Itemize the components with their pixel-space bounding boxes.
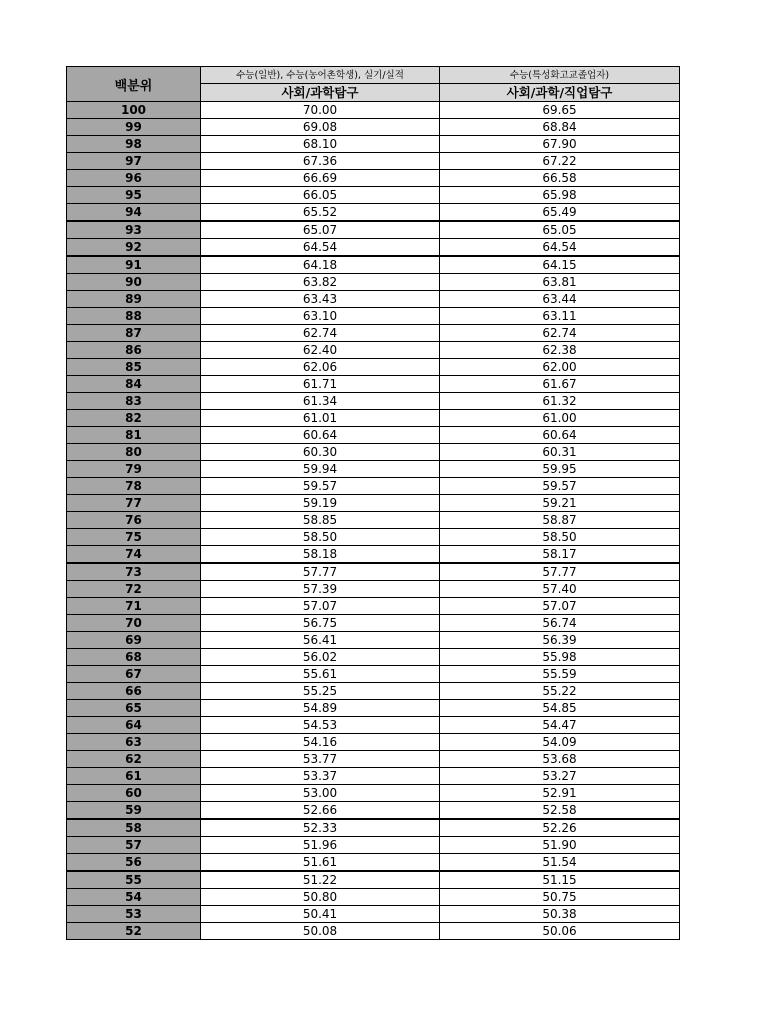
score-cell-group-b: 54.85 [440,700,680,717]
score-cell-group-a: 62.06 [201,359,440,376]
percentile-cell: 81 [67,427,201,444]
percentile-cell: 55 [67,871,201,889]
table-row [67,923,680,940]
percentile-cell: 93 [67,221,201,239]
score-cell-group-b: 57.40 [440,581,680,598]
percentile-cell: 84 [67,376,201,393]
score-cell-group-b: 52.91 [440,785,680,802]
score-cell-group-a: 63.10 [201,308,440,325]
percentile-cell: 61 [67,768,201,785]
percentile-cell: 57 [67,837,201,854]
score-cell-group-b: 55.98 [440,649,680,666]
score-cell-group-b: 65.49 [440,204,680,222]
score-cell-group-a: 61.01 [201,410,440,427]
score-cell-group-a: 63.43 [201,291,440,308]
percentile-cell: 60 [67,785,201,802]
table-row [67,478,680,495]
table-row [67,837,680,854]
percentile-cell: 80 [67,444,201,461]
percentile-cell: 82 [67,410,201,427]
percentile-cell: 77 [67,495,201,512]
table-row [67,734,680,751]
score-cell-group-b: 63.44 [440,291,680,308]
score-cell-group-b: 53.27 [440,768,680,785]
score-cell-group-a: 54.89 [201,700,440,717]
percentile-cell: 65 [67,700,201,717]
table-row [67,291,680,308]
percentile-cell: 100 [67,102,201,119]
table-row [67,119,680,136]
score-cell-group-b: 56.39 [440,632,680,649]
table-row [67,342,680,359]
table-row [67,683,680,700]
table-row [67,854,680,872]
percentile-cell: 89 [67,291,201,308]
table-row [67,700,680,717]
table-row [67,308,680,325]
table-row [67,889,680,906]
table-row [67,204,680,222]
table-row [67,187,680,204]
score-cell-group-b: 58.50 [440,529,680,546]
percentile-cell: 64 [67,717,201,734]
table-row [67,871,680,889]
table-row [67,102,680,119]
score-cell-group-a: 66.69 [201,170,440,187]
percentile-cell: 53 [67,906,201,923]
score-cell-group-a: 70.00 [201,102,440,119]
table-row [67,153,680,170]
percentile-cell: 62 [67,751,201,768]
table-row [67,221,680,239]
score-cell-group-b: 60.31 [440,444,680,461]
percentile-cell: 75 [67,529,201,546]
subject-a-header: 사회/과학탐구 [201,84,440,102]
table-row [67,376,680,393]
percentile-cell: 54 [67,889,201,906]
table-row [67,581,680,598]
score-cell-group-b: 62.00 [440,359,680,376]
score-cell-group-a: 56.75 [201,615,440,632]
score-cell-group-b: 64.54 [440,239,680,257]
percentile-cell: 52 [67,923,201,940]
percentile-cell: 79 [67,461,201,478]
percentile-cell: 76 [67,512,201,529]
score-cell-group-b: 61.32 [440,393,680,410]
score-cell-group-a: 62.74 [201,325,440,342]
score-cell-group-a: 56.41 [201,632,440,649]
score-cell-group-a: 61.71 [201,376,440,393]
score-cell-group-a: 54.53 [201,717,440,734]
percentile-cell: 98 [67,136,201,153]
score-cell-group-a: 53.37 [201,768,440,785]
percentile-cell: 83 [67,393,201,410]
score-cell-group-b: 54.09 [440,734,680,751]
score-cell-group-a: 65.07 [201,221,440,239]
table-row [67,563,680,581]
percentile-cell: 70 [67,615,201,632]
table-row [67,256,680,274]
table-row [67,751,680,768]
table-row [67,615,680,632]
table-row [67,427,680,444]
score-cell-group-a: 65.52 [201,204,440,222]
group-b-header: 수능(특성화고교졸업자) [440,67,680,84]
percentile-cell: 67 [67,666,201,683]
table-row [67,717,680,734]
table-row [67,546,680,564]
table-row [67,598,680,615]
score-cell-group-a: 58.50 [201,529,440,546]
score-cell-group-a: 53.77 [201,751,440,768]
score-cell-group-a: 56.02 [201,649,440,666]
percentile-column-header: 백분위 [67,67,201,102]
score-cell-group-b: 62.38 [440,342,680,359]
score-cell-group-b: 54.47 [440,717,680,734]
percentile-cell: 69 [67,632,201,649]
score-cell-group-b: 51.54 [440,854,680,872]
score-cell-group-a: 50.41 [201,906,440,923]
score-cell-group-a: 64.54 [201,239,440,257]
table-row [67,461,680,478]
percentile-cell: 94 [67,204,201,222]
score-cell-group-a: 52.66 [201,802,440,820]
score-cell-group-b: 58.17 [440,546,680,564]
score-cell-group-a: 64.18 [201,256,440,274]
percentile-cell: 68 [67,649,201,666]
score-cell-group-b: 51.90 [440,837,680,854]
table-row [67,666,680,683]
score-cell-group-a: 60.64 [201,427,440,444]
score-cell-group-b: 50.38 [440,906,680,923]
score-cell-group-b: 58.87 [440,512,680,529]
score-cell-group-a: 57.07 [201,598,440,615]
score-cell-group-b: 52.26 [440,819,680,837]
percentile-cell: 86 [67,342,201,359]
table-row [67,819,680,837]
percentile-cell: 88 [67,308,201,325]
score-cell-group-b: 50.06 [440,923,680,940]
table-row [67,170,680,187]
percentile-cell: 72 [67,581,201,598]
score-cell-group-a: 60.30 [201,444,440,461]
score-cell-group-b: 63.11 [440,308,680,325]
score-cell-group-a: 67.36 [201,153,440,170]
table-row [67,512,680,529]
score-cell-group-b: 64.15 [440,256,680,274]
score-cell-group-a: 55.25 [201,683,440,700]
percentile-cell: 56 [67,854,201,872]
percentile-cell: 71 [67,598,201,615]
score-cell-group-a: 59.94 [201,461,440,478]
score-cell-group-a: 51.61 [201,854,440,872]
table-row [67,632,680,649]
score-cell-group-a: 58.85 [201,512,440,529]
score-cell-group-a: 51.22 [201,871,440,889]
score-cell-group-b: 69.65 [440,102,680,119]
subject-b-header: 사회/과학/직업탐구 [440,84,680,102]
table-row [67,359,680,376]
score-cell-group-b: 50.75 [440,889,680,906]
score-cell-group-b: 63.81 [440,274,680,291]
score-cell-group-a: 52.33 [201,819,440,837]
table-row [67,785,680,802]
table-header [67,67,680,102]
score-cell-group-b: 55.59 [440,666,680,683]
percentile-cell: 99 [67,119,201,136]
percentile-conversion-table [66,66,680,940]
score-cell-group-a: 54.16 [201,734,440,751]
percentile-cell: 66 [67,683,201,700]
percentile-cell: 63 [67,734,201,751]
percentile-cell: 87 [67,325,201,342]
score-cell-group-a: 69.08 [201,119,440,136]
table-row [67,495,680,512]
score-cell-group-a: 59.19 [201,495,440,512]
score-cell-group-b: 67.22 [440,153,680,170]
table-row [67,444,680,461]
score-cell-group-b: 59.57 [440,478,680,495]
score-cell-group-a: 58.18 [201,546,440,564]
score-cell-group-b: 67.90 [440,136,680,153]
score-cell-group-a: 57.77 [201,563,440,581]
score-cell-group-b: 52.58 [440,802,680,820]
percentile-cell: 92 [67,239,201,257]
header-row-group [67,67,680,84]
score-cell-group-b: 57.07 [440,598,680,615]
percentile-cell: 73 [67,563,201,581]
score-cell-group-a: 55.61 [201,666,440,683]
score-cell-group-b: 62.74 [440,325,680,342]
score-cell-group-b: 65.05 [440,221,680,239]
score-cell-group-a: 53.00 [201,785,440,802]
table-row [67,393,680,410]
percentile-cell: 74 [67,546,201,564]
table-row [67,768,680,785]
score-cell-group-b: 61.67 [440,376,680,393]
score-cell-group-a: 68.10 [201,136,440,153]
percentile-cell: 58 [67,819,201,837]
score-cell-group-b: 68.84 [440,119,680,136]
score-cell-group-a: 59.57 [201,478,440,495]
percentile-cell: 95 [67,187,201,204]
group-a-header: 수능(일반), 수능(농어촌학생), 실기/실적 [201,67,440,84]
score-cell-group-b: 60.64 [440,427,680,444]
percentile-cell: 85 [67,359,201,376]
score-cell-group-a: 61.34 [201,393,440,410]
score-cell-group-a: 57.39 [201,581,440,598]
table-row [67,906,680,923]
score-cell-group-b: 59.95 [440,461,680,478]
table-body [67,102,680,940]
table-row [67,239,680,257]
score-cell-group-b: 59.21 [440,495,680,512]
score-cell-group-a: 62.40 [201,342,440,359]
percentile-cell: 97 [67,153,201,170]
score-cell-group-b: 65.98 [440,187,680,204]
table-row [67,274,680,291]
score-cell-group-b: 56.74 [440,615,680,632]
score-cell-group-a: 63.82 [201,274,440,291]
table-row [67,649,680,666]
percentile-cell: 96 [67,170,201,187]
percentile-cell: 91 [67,256,201,274]
percentile-cell: 90 [67,274,201,291]
percentile-cell: 78 [67,478,201,495]
score-cell-group-a: 50.08 [201,923,440,940]
score-cell-group-a: 51.96 [201,837,440,854]
table-row [67,802,680,820]
score-cell-group-a: 66.05 [201,187,440,204]
percentile-cell: 59 [67,802,201,820]
score-cell-group-b: 61.00 [440,410,680,427]
score-cell-group-b: 51.15 [440,871,680,889]
score-cell-group-b: 66.58 [440,170,680,187]
score-cell-group-a: 50.80 [201,889,440,906]
score-cell-group-b: 55.22 [440,683,680,700]
score-cell-group-b: 53.68 [440,751,680,768]
score-cell-group-b: 57.77 [440,563,680,581]
table-row [67,410,680,427]
table-row [67,529,680,546]
table-row [67,136,680,153]
table-row [67,325,680,342]
